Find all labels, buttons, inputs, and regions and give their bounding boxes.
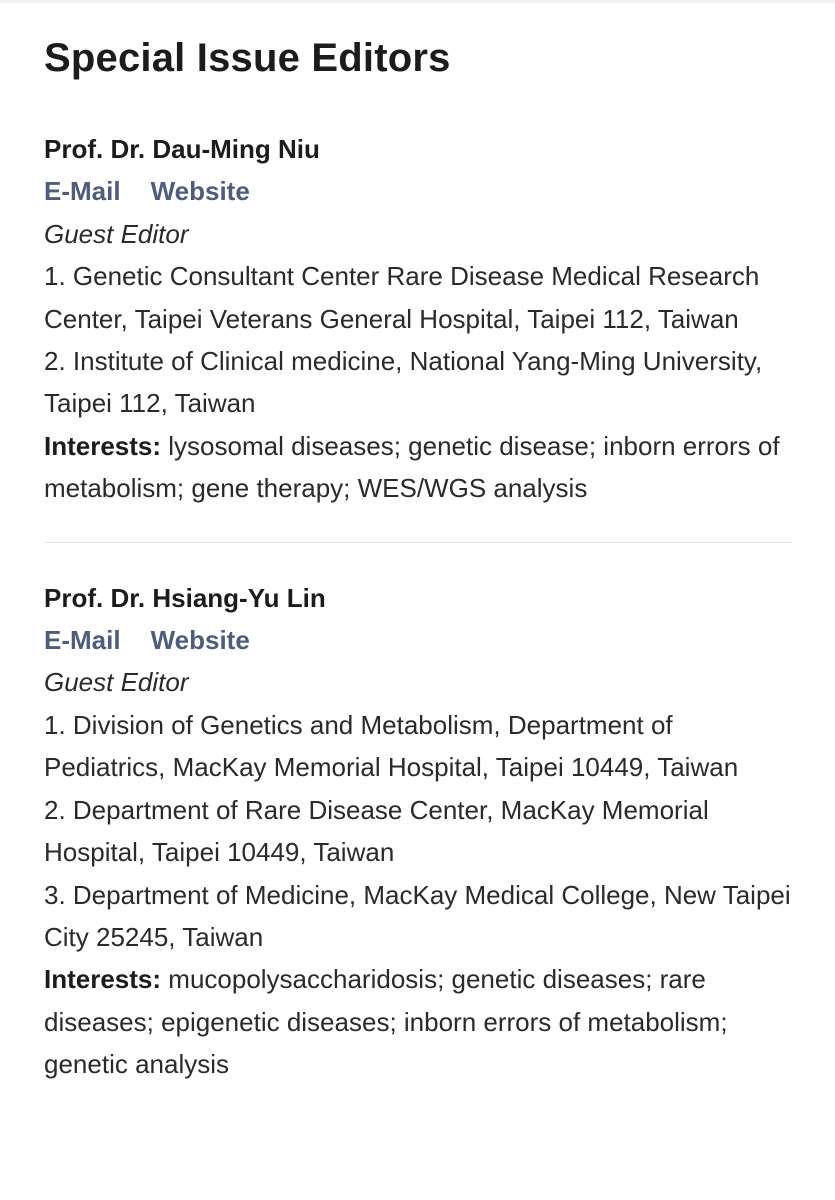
editor-card	[44, 128, 794, 510]
email-link[interactable]: E-Mail	[44, 625, 121, 656]
interests-text: lysosomal diseases; genetic disease; inborn errors of metabolism; gene therapy; WES/WGS analysis	[44, 430, 780, 504]
section-title: Special Issue Editors	[44, 36, 451, 80]
affiliation-item: 2. Institute of Clinical medicine, National Yang-Ming University, Taipei 112, Taiwan	[44, 346, 763, 419]
editor-links	[44, 170, 794, 212]
editor-card	[44, 577, 794, 1086]
email-link[interactable]: E-Mail	[44, 176, 121, 207]
top-divider	[0, 0, 835, 3]
special-issue-editors-section	[44, 30, 794, 1086]
editor-role: Guest Editor	[44, 218, 189, 249]
website-link[interactable]: Website	[150, 176, 250, 207]
editor-links	[44, 619, 794, 661]
editor-name: Prof. Dr. Hsiang-Yu Lin	[44, 582, 326, 613]
affiliation-item: 2. Department of Rare Disease Center, MacKay Memorial Hospital, Taipei 10449, Taiwan	[44, 794, 709, 868]
editor-divider	[44, 542, 792, 543]
affiliation-item: 3. Department of Medicine, MacKay Medical College, New Taipei City 25245, Taiwan	[44, 879, 791, 952]
website-link[interactable]: Website	[150, 625, 250, 656]
editor-interests	[44, 958, 794, 1085]
editor-interests	[44, 425, 794, 510]
affiliation-item: 1. Division of Genetics and Metabolism, Department of Pediatrics, MacKay Memorial Hospital, Taipei 10449, Taiwan	[44, 709, 739, 783]
editor-role: Guest Editor	[44, 667, 189, 698]
affiliation-item: 1. Genetic Consultant Center Rare Disease Medical Research Center, Taipei Veterans General Hospital, Taipei 112, Taiwan	[44, 261, 760, 334]
interests-label: Interests:	[44, 964, 162, 995]
interests-label: Interests:	[44, 430, 162, 461]
interests-text: mucopolysaccharidosis; genetic diseases; rare diseases; epigenetic diseases; inborn errors of metabolism; genetic analysis	[44, 964, 728, 1080]
editor-name: Prof. Dr. Dau-Ming Niu	[44, 134, 320, 164]
